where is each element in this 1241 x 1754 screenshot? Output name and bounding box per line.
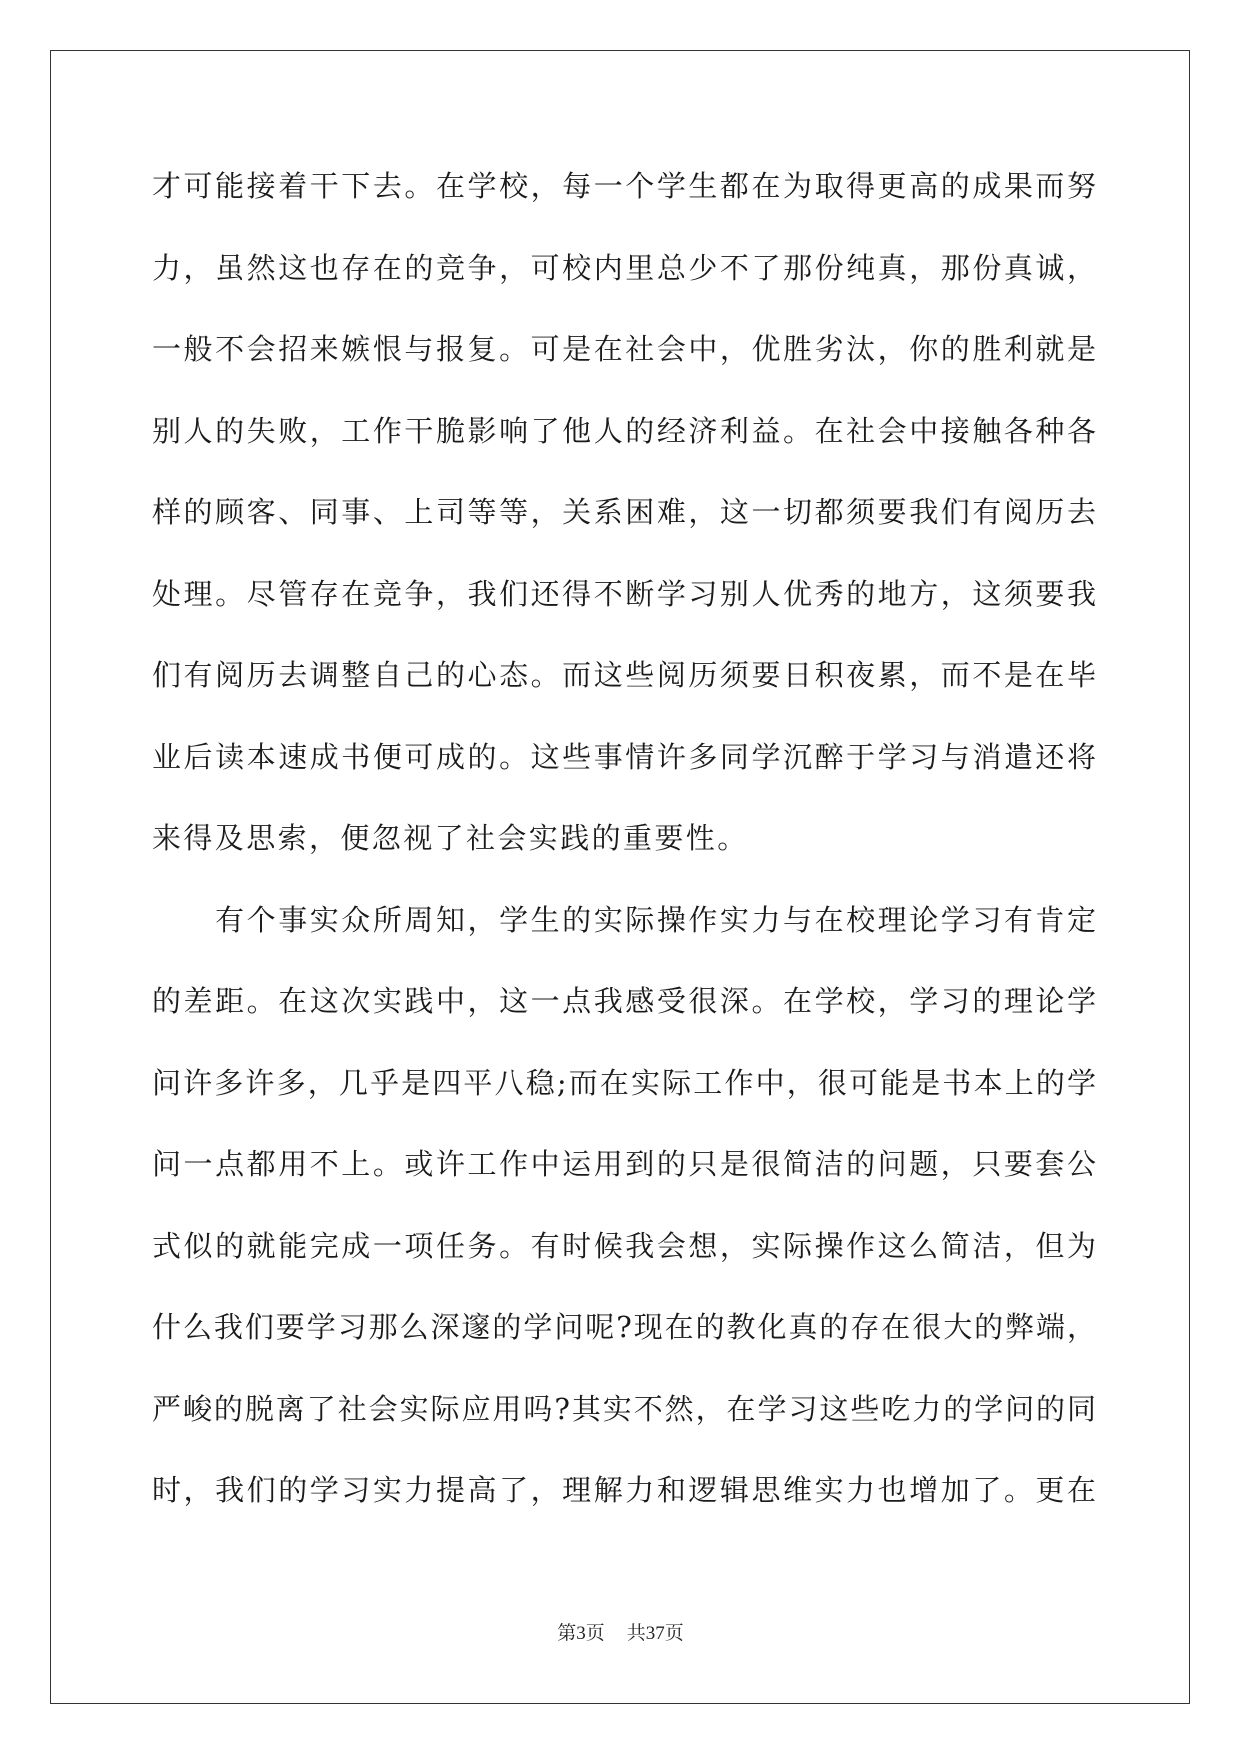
text-line: 问一点都用不上。或许工作中运用到的只是很简洁的问题，只要套公 (152, 1147, 1096, 1181)
text-line: 们有阅历去调整自己的心态。而这些阅历须要日积夜累，而不是在毕 (152, 658, 1096, 692)
text-line: 严峻的脱离了社会实际应用吗?其实不然，在学习这些吃力的学问的同 (152, 1391, 1096, 1426)
text-line-paragraph-start: 有个事实众所周知，学生的实际操作实力与在校理论学习有肯定 (152, 902, 1096, 937)
text-line: 才可能接着干下去。在学校，每一个学生都在为取得更高的成果而努 (152, 169, 1096, 203)
page-footer (0, 1618, 1241, 1645)
text-line: 式似的就能完成一项任务。有时候我会想，实际操作这么简洁，但为 (152, 1228, 1096, 1263)
text-line: 力，虽然这也存在的竞争，可校内里总少不了那份纯真，那份真诚， (152, 250, 1096, 285)
page-number: 第3页 (557, 1623, 605, 1644)
text-line: 什么我们要学习那么深邃的学问呢?现在的教化真的存在很大的弊端， (152, 1310, 1096, 1344)
text-line: 时，我们的学习实力提高了，理解力和逻辑思维实力也增加了。更在 (152, 1473, 1096, 1507)
text-line: 业后读本速成书便可成的。这些事情许多同学沉醉于学习与消遣还将 (152, 739, 1096, 774)
text-line: 问许多许多，几乎是四平八稳;而在实际工作中，很可能是书本上的学 (152, 1065, 1096, 1100)
document-body (152, 168, 1096, 1554)
text-line: 样的顾客、同事、上司等等，关系困难，这一切都须要我们有阅历去 (152, 495, 1096, 529)
text-line-paragraph-end: 来得及思索，便忽视了社会实践的重要性。 (152, 821, 749, 855)
text-line: 别人的失败，工作干脆影响了他人的经济利益。在社会中接触各种各 (152, 413, 1096, 448)
total-pages: 共37页 (626, 1623, 684, 1644)
text-line: 处理。尽管存在竞争，我们还得不断学习别人优秀的地方，这须要我 (152, 576, 1096, 611)
text-line: 的差距。在这次实践中，这一点我感受很深。在学校，学习的理论学 (152, 984, 1096, 1018)
text-line: 一般不会招来嫉恨与报复。可是在社会中，优胜劣汰，你的胜利就是 (152, 332, 1096, 366)
